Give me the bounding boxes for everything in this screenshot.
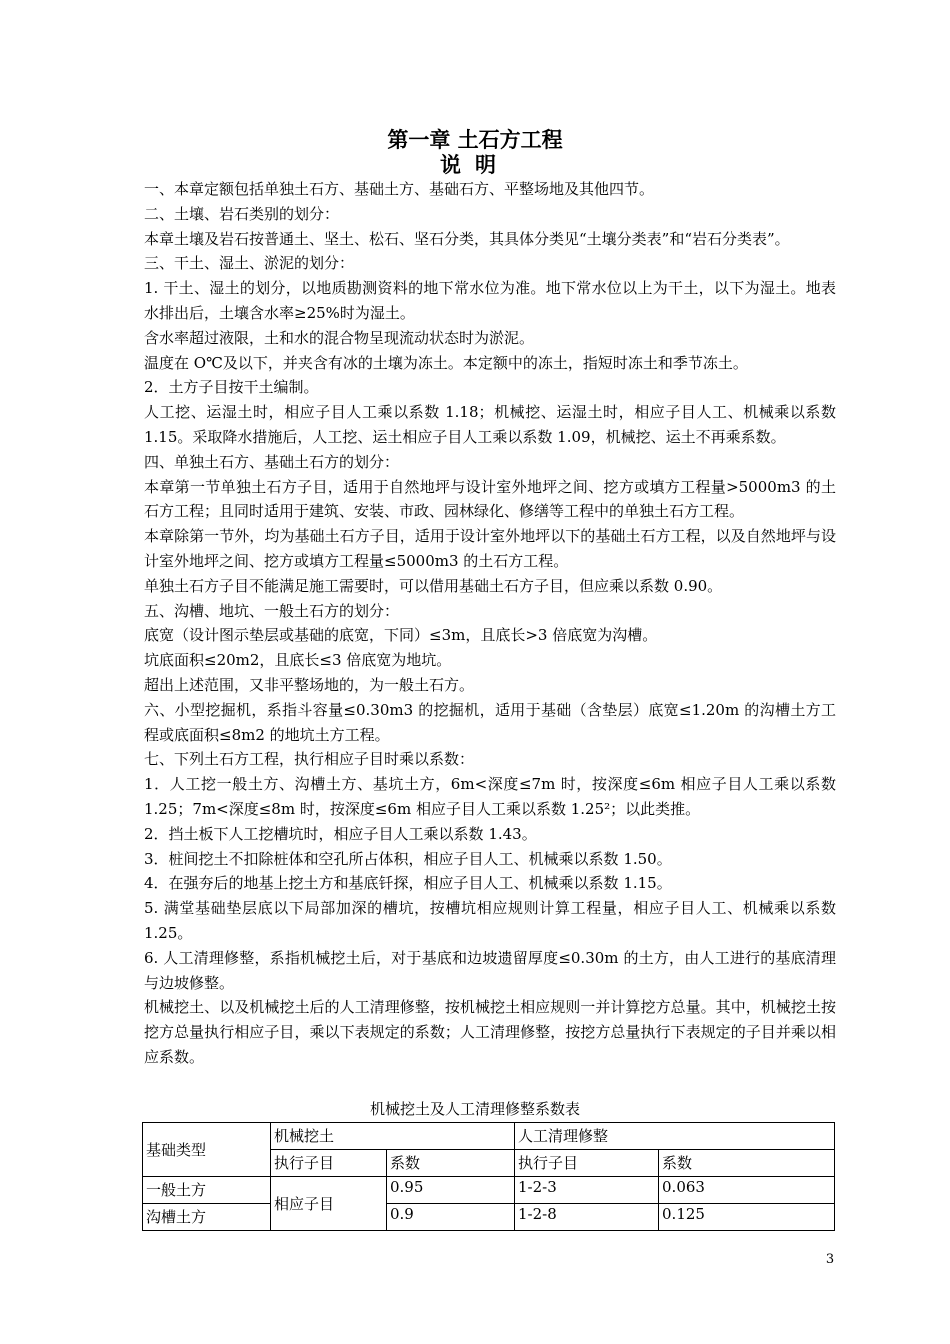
header-machine-coef: 系数 bbox=[387, 1150, 515, 1177]
chapter-title: 第一章 土石方工程 bbox=[387, 128, 563, 152]
paragraph: 底宽（设计图示垫层或基础的底宽，下同）≤3m，且底长>3 倍底宽为沟槽。 bbox=[144, 626, 658, 645]
paragraph: 坑底面积≤20m2，且底长≤3 倍底宽为地坑。 bbox=[144, 651, 452, 670]
paragraph: 本章除第一节外，均为基础土石方子目，适用于设计室外地坪以下的基础土石方工程，以及自然地坪与设计室外地坪之间、挖方或填方工程量≤5000m3 的土石方工程。 bbox=[144, 527, 836, 570]
paragraph: 4．在强夯后的地基上挖土方和基底钎探，相应子目人工、机械乘以系数 1.15。 bbox=[144, 874, 672, 893]
cell-manual-item: 1-2-8 bbox=[515, 1204, 659, 1231]
cell-type: 一般土方 bbox=[143, 1177, 271, 1204]
header-machine-excavation: 机械挖土 bbox=[271, 1123, 515, 1150]
paragraph: 1. 干土、湿土的划分，以地质勘测资料的地下常水位为准。地下常水位以上为干土，以下为湿土。地表水排出后，土壤含水率≥25%时为湿土。 bbox=[144, 279, 836, 322]
table-row bbox=[143, 1204, 835, 1231]
paragraph: 2．土方子目按干土编制。 bbox=[144, 378, 319, 397]
paragraph: 五、沟槽、地坑、一般土石方的划分： bbox=[144, 601, 400, 620]
cell-machine-item: 相应子目 bbox=[271, 1177, 387, 1231]
paragraph: 单独土石方子目不能满足施工需要时，可以借用基础土石方子目，但应乘以系数 0.90。 bbox=[144, 576, 723, 595]
paragraph: 温度在 O℃及以下，并夹含有冰的土壤为冻土。本定额中的冻土，指短时冻土和季节冻土。 bbox=[144, 353, 748, 372]
paragraph: 二、土壤、岩石类别的划分： bbox=[144, 204, 340, 223]
header-foundation-type: 基础类型 bbox=[143, 1123, 271, 1177]
paragraph: 人工挖、运湿土时，相应子目人工乘以系数 1.18；机械挖、运湿土时，相应子目人工、机械乘以系数 1.15。采取降水措施后，人工挖、运土相应子目人工乘以系数 1.09，机械挖、运土不再乘系数。 bbox=[144, 403, 836, 446]
header-manual-cleanup: 人工清理修整 bbox=[515, 1123, 835, 1150]
coefficient-table bbox=[142, 1122, 835, 1231]
page-number: 3 bbox=[825, 1252, 835, 1267]
header-machine-item: 执行子目 bbox=[271, 1150, 387, 1177]
paragraph: 一、本章定额包括单独土石方、基础土方、基础石方、平整场地及其他四节。 bbox=[144, 180, 655, 198]
body-text bbox=[144, 177, 836, 1070]
header-manual-item: 执行子目 bbox=[515, 1150, 659, 1177]
cell-machine-coef: 0.95 bbox=[387, 1177, 515, 1204]
table-header-row bbox=[143, 1123, 835, 1150]
paragraph: 机械挖土、以及机械挖土后的人工清理修整，按机械挖土相应规则一并计算挖方总量。其中，机械挖土按挖方总量执行相应子目，乘以下表规定的系数；人工清理修整，按挖方总量执行下表规定的子目并乘以相应系数。 bbox=[144, 998, 836, 1066]
cell-machine-coef: 0.9 bbox=[387, 1204, 515, 1231]
cell-manual-item: 1-2-3 bbox=[515, 1177, 659, 1204]
paragraph: 2．挡土板下人工挖槽坑时，相应子目人工乘以系数 1.43。 bbox=[144, 824, 537, 843]
paragraph: 六、小型挖掘机，系指斗容量≤0.30m3 的挖掘机，适用于基础（含垫层）底宽≤1.20m 的沟槽土方工程或底面积≤8m2 的地坑土方工程。 bbox=[144, 700, 836, 744]
header-manual-coef: 系数 bbox=[659, 1150, 835, 1177]
paragraph: 本章土壤及岩石按普通土、坚土、松石、坚石分类，其具体分类见“土壤分类表”和“岩石分类表”。 bbox=[144, 229, 790, 248]
paragraph: 6. 人工清理修整，系指机械挖土后，对于基底和边坡遗留厚度≤0.30m 的土方，由人工进行的基底清理与边坡修整。 bbox=[144, 948, 836, 992]
table-caption: 机械挖土及人工清理修整系数表 bbox=[369, 1100, 580, 1118]
cell-manual-coef: 0.125 bbox=[659, 1204, 835, 1231]
paragraph: 七、下列土石方工程，执行相应子目时乘以系数： bbox=[144, 750, 475, 769]
paragraph: 三、干土、湿土、淤泥的划分： bbox=[144, 254, 355, 273]
paragraph: 1．人工挖一般土方、沟槽土方、基坑土方，6m<深度≤7m 时，按深度≤6m 相应子目人工乘以系数 1.25；7m<深度≤8m 时，按深度≤6m 相应子目人工乘以系数 1.25²；以此类推。 bbox=[144, 775, 836, 818]
paragraph: 5. 满堂基础垫层底以下局部加深的槽坑，按槽坑相应规则计算工程量，相应子目人工、机械乘以系数 1.25。 bbox=[144, 899, 836, 942]
paragraph: 四、单独土石方、基础土石方的划分： bbox=[144, 452, 400, 471]
table-row bbox=[143, 1177, 835, 1204]
cell-type: 沟槽土方 bbox=[143, 1204, 271, 1231]
paragraph: 超出上述范围，又非平整场地的，为一般土石方。 bbox=[144, 675, 475, 694]
cell-manual-coef: 0.063 bbox=[659, 1177, 835, 1204]
paragraph: 3．桩间挖土不扣除桩体和空孔所占体积，相应子目人工、机械乘以系数 1.50。 bbox=[144, 849, 672, 868]
paragraph: 本章第一节单独土石方子目，适用于自然地坪与设计室外地坪之间、挖方或填方工程量>5000m3 的土石方工程；且同时适用于建筑、安装、市政、园林绿化、修缮等工程中的单独土石方工程。 bbox=[144, 477, 836, 521]
paragraph: 含水率超过液限，土和水的混合物呈现流动状态时为淤泥。 bbox=[144, 328, 535, 347]
section-title: 说明 bbox=[440, 153, 510, 177]
